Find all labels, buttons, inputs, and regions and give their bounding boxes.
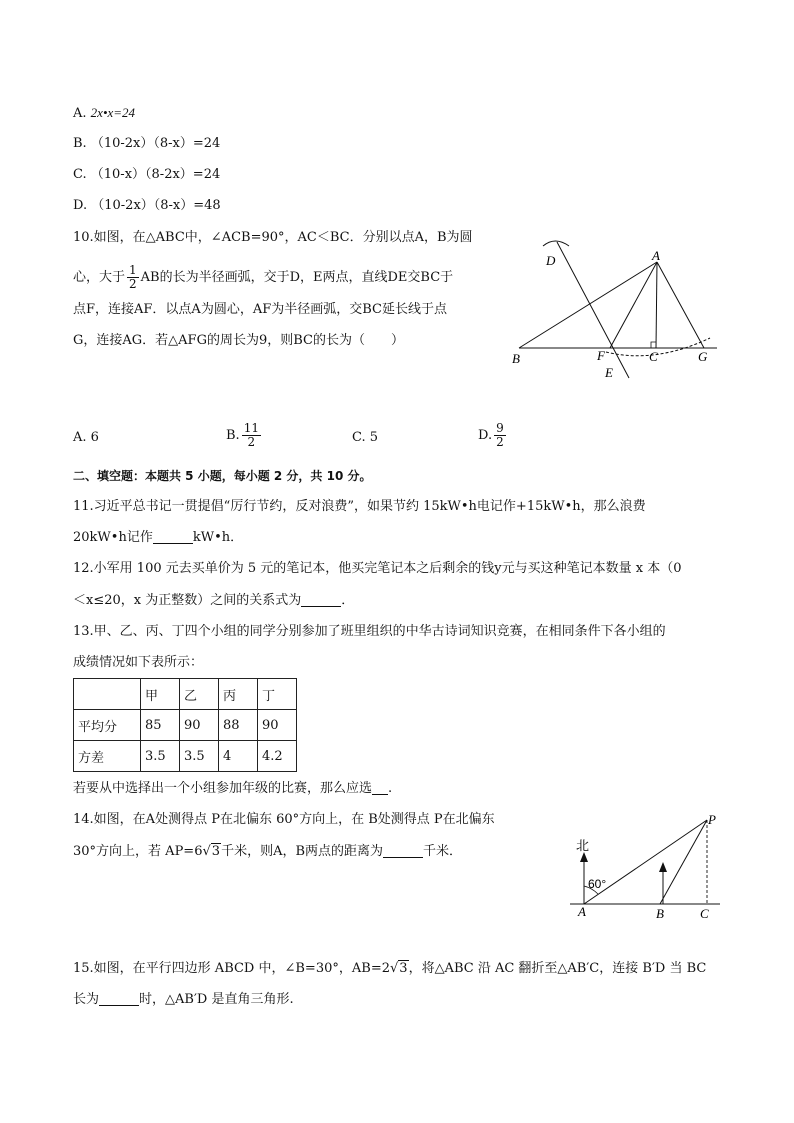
table-row bbox=[74, 741, 297, 772]
q14-line1: 14.如图，在A处测得点 P在北偏东 60°方向上，在 B处测得点 P在北偏东 bbox=[73, 812, 495, 827]
table-cell: 85 bbox=[141, 710, 180, 741]
label-g: G bbox=[698, 349, 708, 364]
answer-blank[interactable] bbox=[301, 592, 341, 607]
q13-line3: 若要从中选择出一个小组参加年级的比赛，那么应选 . bbox=[73, 781, 393, 796]
q12-line1: 12.小军用 100 元去买单价为 5 元的笔记本，他买完笔记本之后剩余的钱y元与买这种笔记本数量 x 本（0 bbox=[73, 561, 682, 576]
score-table bbox=[73, 678, 297, 772]
q15-line2: 长为 时，△AB′D 是直角三角形. bbox=[73, 992, 294, 1007]
label-angle: 60° bbox=[588, 877, 607, 891]
label-a: A bbox=[578, 904, 586, 919]
q11-line2: 20kW•h记作 kW•h． bbox=[73, 530, 244, 545]
q10-choice-c: C. 5 bbox=[352, 430, 379, 445]
label-e: E bbox=[605, 365, 613, 380]
table-cell: 3.5 bbox=[141, 741, 180, 772]
q10-choice-d: D. $\frac{9}{2}$ bbox=[478, 421, 504, 449]
answer-blank[interactable] bbox=[153, 529, 193, 544]
q10-line3: 点F，连接AF．以点A为圆心，AF为半径画弧，交BC延长线于点 bbox=[73, 302, 447, 317]
label-p: P bbox=[708, 812, 716, 827]
label-a: A bbox=[652, 248, 660, 263]
sqrt-symbol: √3 bbox=[389, 961, 408, 976]
table-cell: 丙 bbox=[219, 679, 258, 710]
label-c: C bbox=[700, 906, 709, 921]
table-cell: 乙 bbox=[180, 679, 219, 710]
q15-line1: 15.如图，在平行四边形 ABCD 中，∠B=30°，AB=2√3，将△ABC 沿 AC 翻折至△AB′C，连接 B′D 当 BC bbox=[73, 961, 707, 976]
label-b: B bbox=[656, 906, 664, 921]
table-header-row bbox=[74, 679, 297, 710]
table-cell bbox=[74, 679, 141, 710]
q10-line4: G，连接AG．若△AFG的周长为9，则BC的长为（ ） bbox=[73, 333, 404, 348]
table-row bbox=[74, 710, 297, 741]
q9-option-c: C. （10-x）（8-2x）=24 bbox=[73, 167, 221, 182]
q12-line2: ＜x≤20，x 为正整数）之间的关系式为 ． bbox=[73, 593, 355, 608]
q10-choice-b: B. $\frac{11}{2}$ bbox=[226, 421, 259, 449]
q11-line1: 11.习近平总书记一贯提倡“厉行节约，反对浪费”，如果节约 15kW•h电记作+15kW•h，那么浪费 bbox=[73, 499, 646, 514]
q10-triangle-figure bbox=[505, 232, 735, 382]
table-cell: 3.5 bbox=[180, 741, 219, 772]
q13-line2: 成绩情况如下表所示： bbox=[73, 655, 204, 670]
section-heading: 二、填空题：本题共 5 小题，每小题 2 分，共 10 分。 bbox=[73, 469, 372, 483]
table-cell: 4 bbox=[219, 741, 258, 772]
answer-blank[interactable] bbox=[372, 780, 388, 795]
table-cell: 丁 bbox=[258, 679, 297, 710]
table-cell: 方差 bbox=[74, 741, 141, 772]
sqrt-symbol: √3 bbox=[202, 844, 221, 859]
label-north: 北 bbox=[576, 839, 590, 854]
answer-blank[interactable] bbox=[99, 991, 139, 1006]
answer-blank[interactable] bbox=[383, 843, 423, 858]
table-cell: 90 bbox=[258, 710, 297, 741]
table-cell: 甲 bbox=[141, 679, 180, 710]
q9-option-d: D. （10-2x）（8-x）=48 bbox=[73, 198, 221, 213]
label-d: D bbox=[546, 253, 556, 268]
q13-line1: 13.甲、乙、丙、丁四个小组的同学分别参加了班里组织的中华古诗词知识竞赛，在相同条件下各小组的 bbox=[73, 624, 666, 639]
q10-choice-a: A. 6 bbox=[73, 430, 99, 445]
q9-option-b: B. （10-2x）（8-x）=24 bbox=[73, 136, 221, 151]
q10-line2: 心，大于 $\frac{1}{2}$ AB的长为半径画弧，交于D，E两点，直线DE交BC于 bbox=[73, 263, 454, 291]
table-cell: 平均分 bbox=[74, 710, 141, 741]
q14-bearing-figure bbox=[570, 812, 730, 922]
table-cell: 90 bbox=[180, 710, 219, 741]
table-cell: 88 bbox=[219, 710, 258, 741]
fraction-half: $\frac{1}{2}$ bbox=[129, 263, 137, 291]
q14-line2: 30°方向上，若 AP=6√3千米，则A，B两点的距离为 千米． bbox=[73, 844, 463, 859]
label-b: B bbox=[512, 351, 520, 366]
q10-line1: 10.如图，在△ABC中，∠ACB=90°，AC＜BC．分别以点A，B为圆 bbox=[73, 230, 473, 245]
label-f: F bbox=[597, 348, 605, 363]
label-c: C bbox=[649, 349, 658, 364]
table-cell: 4.2 bbox=[258, 741, 297, 772]
q9-option-a: A. 2x•x=24 bbox=[73, 105, 136, 121]
